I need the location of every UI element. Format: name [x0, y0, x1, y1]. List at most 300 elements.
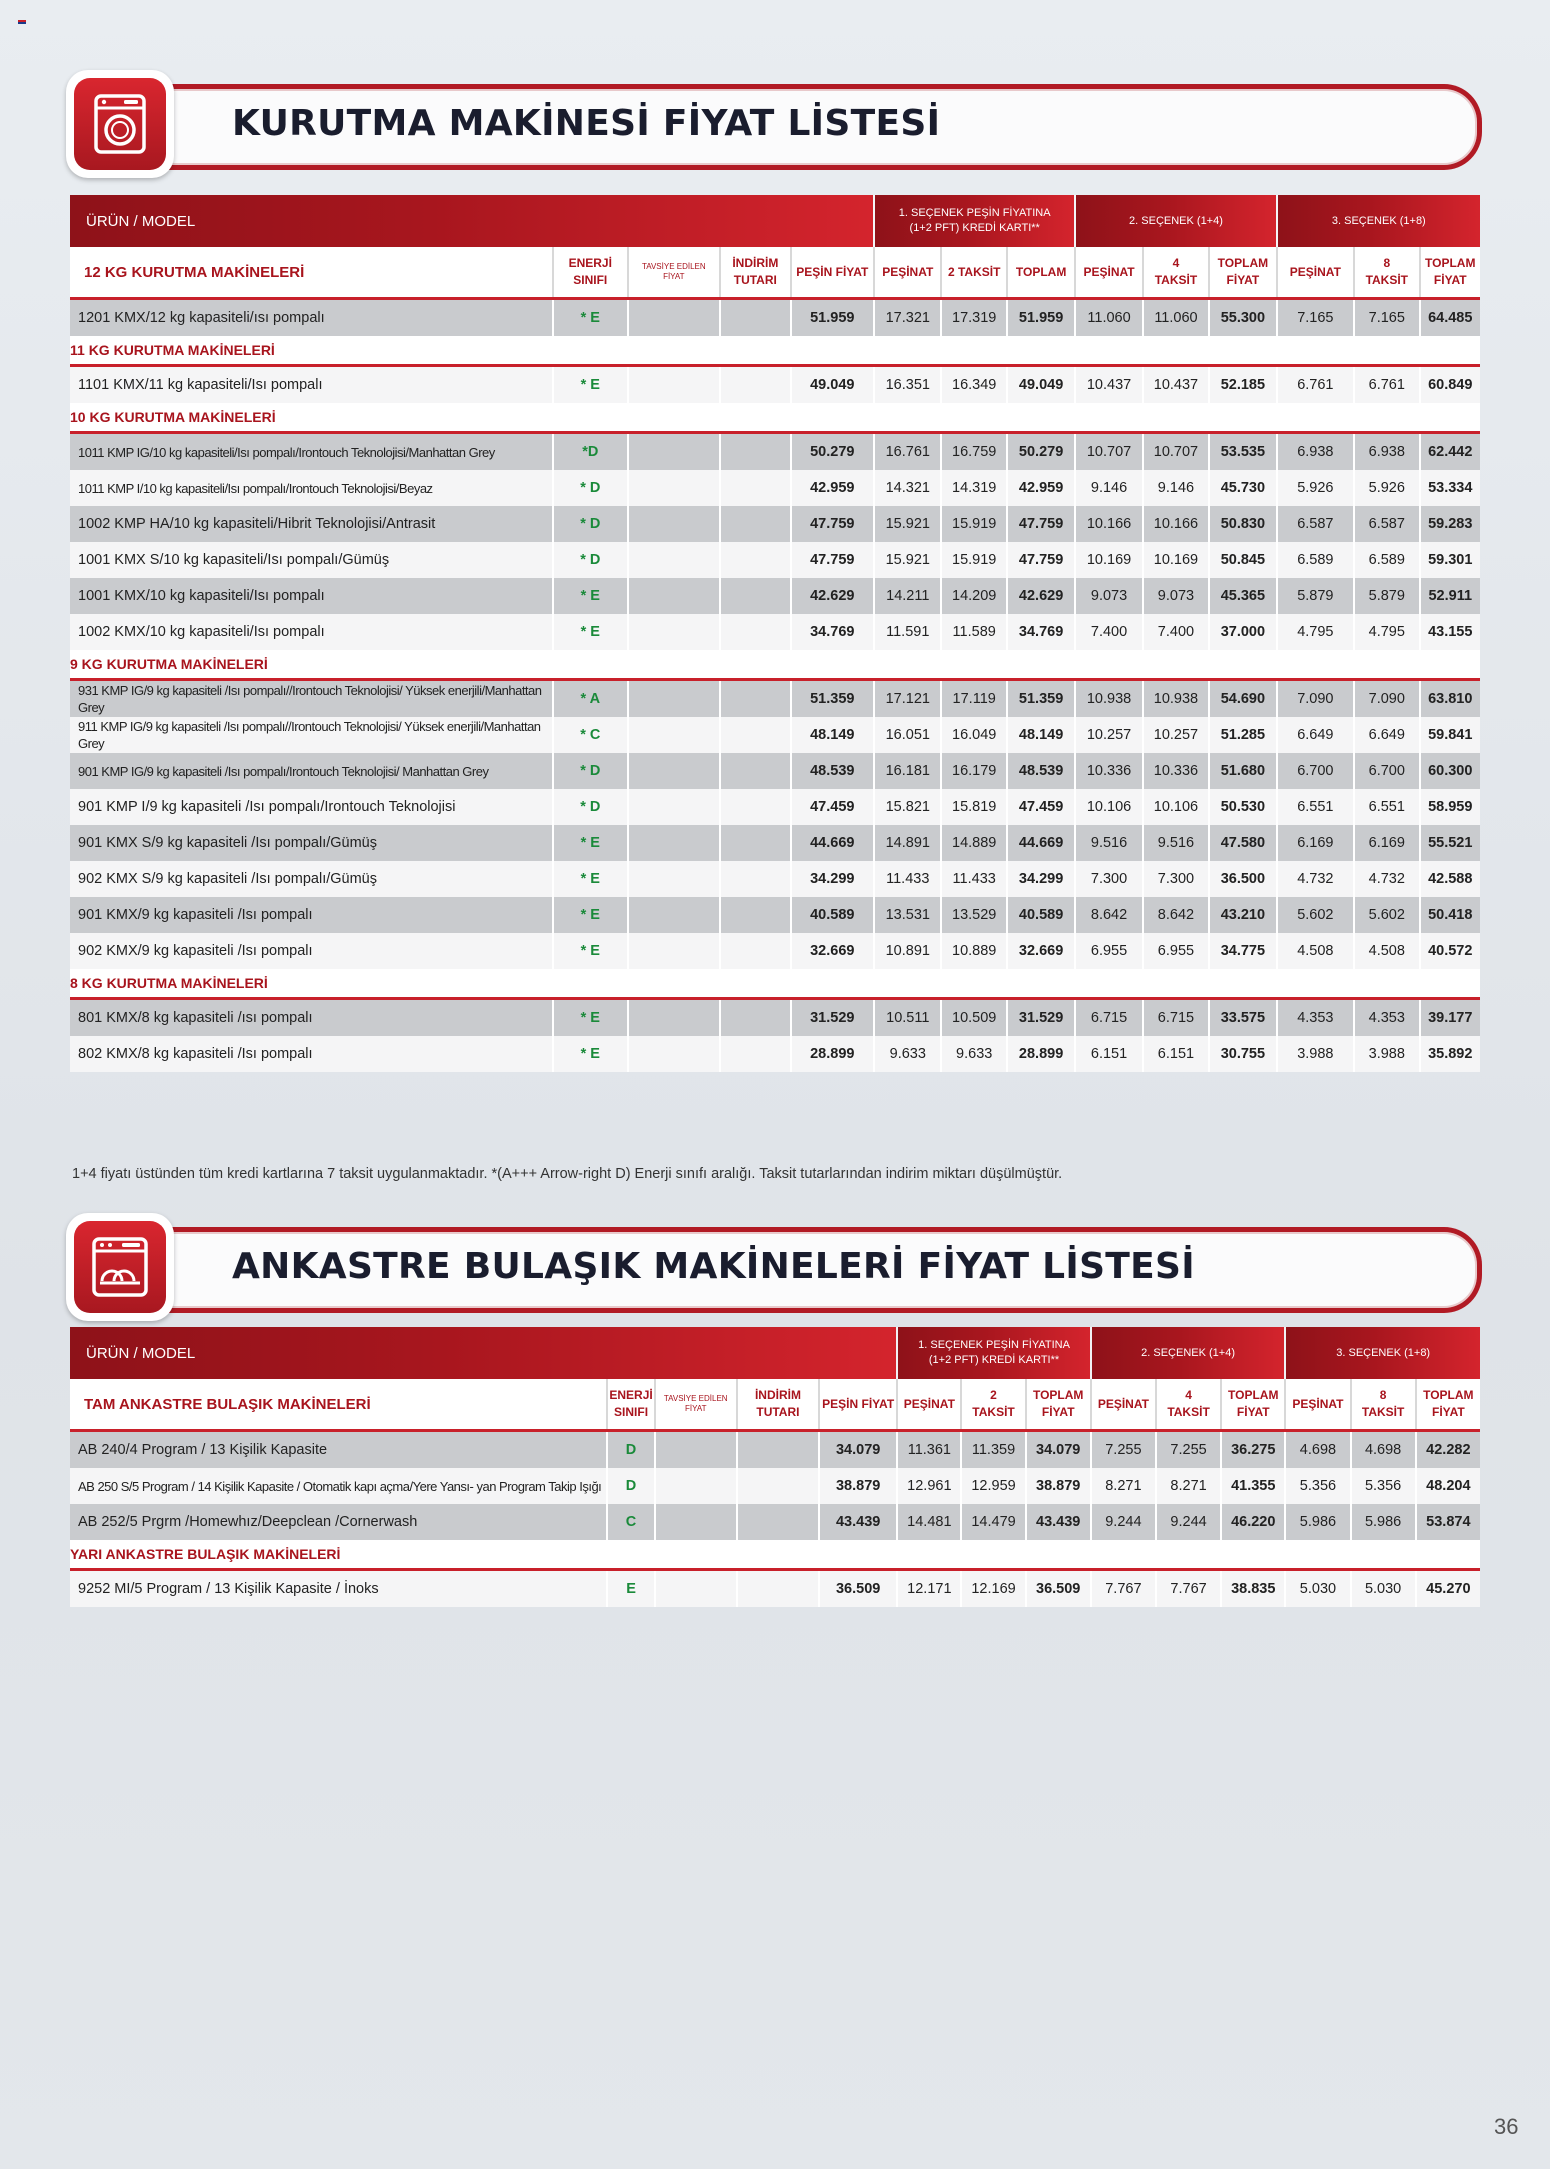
installment-2-cell: 16.759 [941, 433, 1006, 471]
total-3-cell: 50.418 [1420, 897, 1481, 933]
down-payment-1-cell: 12.961 [897, 1468, 961, 1504]
category-row [70, 969, 1480, 999]
down-payment-1-cell: 17.321 [874, 299, 941, 337]
energy-class-header: ENERJİ SINIFI [607, 1379, 654, 1431]
down-payment-2-cell: 7.255 [1091, 1431, 1156, 1469]
total-2-cell: 45.365 [1209, 578, 1276, 614]
total-2-cell: 50.830 [1209, 506, 1276, 542]
energy-class-cell: * E [553, 825, 627, 861]
discount-amount-cell [720, 825, 790, 861]
cash-price-cell: 38.879 [819, 1468, 897, 1504]
down-payment-3-cell: 3.988 [1277, 1036, 1354, 1072]
down-payment-2-cell: 6.715 [1075, 999, 1142, 1037]
installment-2-cell: 17.119 [941, 680, 1006, 718]
discount-amount-cell [737, 1468, 819, 1504]
category-row [70, 1540, 1480, 1570]
cash-price-cell: 31.529 [791, 999, 875, 1037]
discount-amount-cell [720, 366, 790, 404]
total-3-header: TOPLAM FİYAT [1420, 247, 1481, 299]
energy-class-cell: E [607, 1570, 654, 1608]
discount-amount-cell [720, 897, 790, 933]
discount-header: İNDİRİM TUTARI [737, 1379, 819, 1431]
recommended-price-cell [655, 1504, 737, 1540]
down-payment-1-cell: 9.633 [874, 1036, 941, 1072]
down-payment-3-header: PEŞİNAT [1285, 1379, 1350, 1431]
energy-class-cell: * E [553, 578, 627, 614]
down-payment-2-cell: 9.516 [1075, 825, 1142, 861]
dryer-icon [88, 92, 152, 156]
table-row [70, 789, 1480, 825]
discount-amount-cell [720, 299, 790, 337]
discount-amount-cell [720, 470, 790, 506]
discount-amount-cell [720, 578, 790, 614]
total-1-cell: 50.279 [1007, 433, 1075, 471]
down-payment-1-cell: 17.121 [874, 680, 941, 718]
table-row [70, 366, 1480, 404]
category-semi-builtin: YARI ANKASTRE BULAŞIK MAKİNELERİ [70, 1540, 1480, 1570]
down-payment-2-header: PEŞİNAT [1091, 1379, 1156, 1431]
total-3-cell: 45.270 [1416, 1570, 1480, 1608]
down-payment-3-cell: 6.587 [1277, 506, 1354, 542]
total-2-cell: 54.690 [1209, 680, 1276, 718]
energy-class-cell: * E [553, 897, 627, 933]
table-row [70, 578, 1480, 614]
installment-2-cell: 16.049 [941, 717, 1006, 753]
model-header: ÜRÜN / MODEL [70, 1327, 897, 1379]
cash-price-cell: 42.629 [791, 578, 875, 614]
total-1-cell: 36.509 [1026, 1570, 1091, 1608]
energy-class-cell: * D [553, 542, 627, 578]
installment-8-cell: 7.165 [1354, 299, 1419, 337]
cash-price-cell: 34.769 [791, 614, 875, 650]
total-1-cell: 44.669 [1007, 825, 1075, 861]
installment-8-cell: 5.602 [1354, 897, 1419, 933]
installment-4-cell: 8.642 [1143, 897, 1209, 933]
down-payment-3-cell: 6.700 [1277, 753, 1354, 789]
recommended-price-header: TAVSİYE EDİLEN FİYAT [628, 247, 721, 299]
installment-2-header: 2 TAKSİT [961, 1379, 1025, 1431]
model-name-cell: 901 KMP IG/9 kg kapasiteli /Isı pompalı/Irontouch Teknolojisi/ Manhattan Grey [70, 753, 553, 789]
discount-amount-cell [720, 861, 790, 897]
total-2-cell: 52.185 [1209, 366, 1276, 404]
total-1-cell: 51.959 [1007, 299, 1075, 337]
category-12kg: 12 KG KURUTMA MAKİNELERİ [70, 247, 553, 299]
cash-price-cell: 42.959 [791, 470, 875, 506]
total-2-cell: 37.000 [1209, 614, 1276, 650]
model-name-cell: 901 KMP I/9 kg kapasiteli /Isı pompalı/Irontouch Teknolojisi [70, 789, 553, 825]
discount-amount-cell [720, 1036, 790, 1072]
installment-2-cell: 16.179 [941, 753, 1006, 789]
discount-amount-cell [720, 753, 790, 789]
installment-4-cell: 7.400 [1143, 614, 1209, 650]
total-3-cell: 52.911 [1420, 578, 1481, 614]
down-payment-3-cell: 7.090 [1277, 680, 1354, 718]
down-payment-2-cell: 10.437 [1075, 366, 1142, 404]
model-name-cell: 1002 KMP HA/10 kg kapasiteli/Hibrit Teknolojisi/Antrasit [70, 506, 553, 542]
down-payment-2-cell: 6.151 [1075, 1036, 1142, 1072]
installment-4-cell: 11.060 [1143, 299, 1209, 337]
installment-2-cell: 15.819 [941, 789, 1006, 825]
total-3-cell: 42.588 [1420, 861, 1481, 897]
installment-4-cell: 10.437 [1143, 366, 1209, 404]
recommended-price-cell [628, 433, 721, 471]
total-2-cell: 41.355 [1221, 1468, 1285, 1504]
total-3-cell: 43.155 [1420, 614, 1481, 650]
total-2-cell: 34.775 [1209, 933, 1276, 969]
installment-2-cell: 12.169 [961, 1570, 1025, 1608]
energy-class-cell: *D [553, 433, 627, 471]
energy-class-cell: * E [553, 1036, 627, 1072]
total-3-cell: 59.841 [1420, 717, 1481, 753]
total-3-cell: 39.177 [1420, 999, 1481, 1037]
recommended-price-cell [628, 542, 721, 578]
table-row [70, 999, 1480, 1037]
cash-price-cell: 47.459 [791, 789, 875, 825]
down-payment-2-cell: 9.146 [1075, 470, 1142, 506]
total-1-cell: 42.959 [1007, 470, 1075, 506]
cash-price-cell: 51.359 [791, 680, 875, 718]
total-2-cell: 50.530 [1209, 789, 1276, 825]
down-payment-3-cell: 6.551 [1277, 789, 1354, 825]
down-payment-3-cell: 4.508 [1277, 933, 1354, 969]
energy-class-cell: * E [553, 614, 627, 650]
dryer-head-row [70, 195, 1480, 247]
installment-2-cell: 13.529 [941, 897, 1006, 933]
installment-4-header: 4 TAKSİT [1143, 247, 1209, 299]
model-name-cell: 1201 KMX/12 kg kapasiteli/ısı pompalı [70, 299, 553, 337]
down-payment-1-header: PEŞİNAT [897, 1379, 961, 1431]
down-payment-1-cell: 10.891 [874, 933, 941, 969]
table-row [70, 433, 1480, 471]
down-payment-1-cell: 13.531 [874, 897, 941, 933]
down-payment-3-cell: 5.879 [1277, 578, 1354, 614]
total-2-cell: 45.730 [1209, 470, 1276, 506]
recommended-price-cell [628, 366, 721, 404]
down-payment-3-cell: 4.732 [1277, 861, 1354, 897]
discount-amount-cell [720, 933, 790, 969]
installment-8-cell: 5.879 [1354, 578, 1419, 614]
table-row [70, 680, 1480, 718]
total-1-cell: 42.629 [1007, 578, 1075, 614]
installment-2-cell: 17.319 [941, 299, 1006, 337]
installment-4-cell: 6.715 [1143, 999, 1209, 1037]
recommended-price-cell [628, 789, 721, 825]
total-2-cell: 38.835 [1221, 1570, 1285, 1608]
total-1-cell: 47.759 [1007, 506, 1075, 542]
installment-2-cell: 14.479 [961, 1504, 1025, 1540]
installment-8-cell: 3.988 [1354, 1036, 1419, 1072]
dryer-title: KURUTMA MAKİNESİ FİYAT LİSTESİ [232, 103, 941, 144]
dishwasher-title: ANKASTRE BULAŞIK MAKİNELERİ FİYAT LİSTESİ [232, 1246, 1195, 1287]
category-row [70, 650, 1480, 680]
down-payment-2-cell: 9.073 [1075, 578, 1142, 614]
down-payment-3-cell: 6.649 [1277, 717, 1354, 753]
dryer-footnote: 1+4 fiyatı üstünden tüm kredi kartlarına 7 taksit uygulanmaktadır. *(A+++ Arrow-right D) Enerji sınıfı aralığı. Taksit tutarlarından indirim miktarı düşülmüştür. [72, 1166, 1063, 1182]
total-2-cell: 46.220 [1221, 1504, 1285, 1540]
down-payment-2-cell: 7.300 [1075, 861, 1142, 897]
down-payment-2-cell: 7.400 [1075, 614, 1142, 650]
dryer-icon-box [66, 70, 174, 178]
total-1-cell: 49.049 [1007, 366, 1075, 404]
total-3-cell: 42.282 [1416, 1431, 1480, 1469]
model-name-cell: AB 240/4 Program / 13 Kişilik Kapasite [70, 1431, 607, 1469]
page-number: 36 [1494, 2114, 1519, 2139]
dishwasher-title-banner [106, 1227, 1482, 1313]
installment-4-cell: 6.151 [1143, 1036, 1209, 1072]
down-payment-1-cell: 16.181 [874, 753, 941, 789]
total-2-cell: 51.285 [1209, 717, 1276, 753]
model-name-cell: 911 KMP IG/9 kg kapasiteli /Isı pompalı//Irontouch Teknolojisi/ Yüksek enerjili/Manhattan Grey [70, 717, 553, 753]
down-payment-2-cell: 10.106 [1075, 789, 1142, 825]
recommended-price-cell [628, 717, 721, 753]
model-name-cell: 1011 KMP IG/10 kg kapasiteli/Isı pompalı/Irontouch Teknolojisi/Manhattan Grey [70, 433, 553, 471]
installment-2-cell: 15.919 [941, 542, 1006, 578]
total-1-cell: 40.589 [1007, 897, 1075, 933]
down-payment-2-cell: 7.767 [1091, 1570, 1156, 1608]
discount-amount-cell [737, 1570, 819, 1608]
energy-class-header: ENERJİ SINIFI [553, 247, 627, 299]
model-name-cell: 902 KMX S/9 kg kapasiteli /Isı pompalı/Gümüş [70, 861, 553, 897]
energy-class-cell: * E [553, 933, 627, 969]
installment-8-cell: 6.169 [1354, 825, 1419, 861]
down-payment-1-cell: 14.321 [874, 470, 941, 506]
installment-4-cell: 6.955 [1143, 933, 1209, 969]
energy-class-cell: * D [553, 753, 627, 789]
cash-price-cell: 51.959 [791, 299, 875, 337]
option2-header: 2. SEÇENEK (1+4) [1075, 195, 1276, 247]
total-2-header: TOPLAM FİYAT [1209, 247, 1276, 299]
total-2-cell: 43.210 [1209, 897, 1276, 933]
total-2-cell: 36.275 [1221, 1431, 1285, 1469]
model-name-cell: 802 KMX/8 kg kapasiteli /Isı pompalı [70, 1036, 553, 1072]
total-3-header: TOPLAM FİYAT [1416, 1379, 1480, 1431]
category-8kg: 8 KG KURUTMA MAKİNELERİ [70, 969, 1480, 999]
model-name-cell: 1001 KMX/10 kg kapasiteli/Isı pompalı [70, 578, 553, 614]
installment-2-cell: 12.959 [961, 1468, 1025, 1504]
installment-4-cell: 7.255 [1156, 1431, 1221, 1469]
total-1-cell: 34.769 [1007, 614, 1075, 650]
total-2-cell: 36.500 [1209, 861, 1276, 897]
recommended-price-cell [628, 506, 721, 542]
installment-4-cell: 10.938 [1143, 680, 1209, 718]
down-payment-1-cell: 11.433 [874, 861, 941, 897]
model-name-cell: 901 KMX/9 kg kapasiteli /Isı pompalı [70, 897, 553, 933]
dishwasher-icon-box [66, 1213, 174, 1321]
total-2-cell: 51.680 [1209, 753, 1276, 789]
dishwasher-subheader-row [70, 1379, 1480, 1431]
dishwasher-head-row [70, 1327, 1480, 1379]
cash-price-cell: 48.149 [791, 717, 875, 753]
installment-2-cell: 14.319 [941, 470, 1006, 506]
total-1-cell: 34.079 [1026, 1431, 1091, 1469]
recommended-price-cell [628, 933, 721, 969]
installment-8-cell: 6.938 [1354, 433, 1419, 471]
cash-price-cell: 49.049 [791, 366, 875, 404]
down-payment-2-cell: 9.244 [1091, 1504, 1156, 1540]
total-3-cell: 35.892 [1420, 1036, 1481, 1072]
installment-2-cell: 11.433 [941, 861, 1006, 897]
discount-amount-cell [720, 506, 790, 542]
installment-8-cell: 5.030 [1351, 1570, 1416, 1608]
category-row [70, 336, 1480, 366]
down-payment-2-cell: 10.336 [1075, 753, 1142, 789]
down-payment-3-cell: 6.938 [1277, 433, 1354, 471]
energy-class-cell: * D [553, 470, 627, 506]
energy-class-cell: D [607, 1431, 654, 1469]
table-row [70, 717, 1480, 753]
discount-amount-cell [720, 433, 790, 471]
cash-price-cell: 44.669 [791, 825, 875, 861]
option3-header: 3. SEÇENEK (1+8) [1285, 1327, 1480, 1379]
energy-class-cell: D [607, 1468, 654, 1504]
recommended-price-cell [628, 861, 721, 897]
table-row [70, 506, 1480, 542]
total-3-cell: 53.874 [1416, 1504, 1480, 1540]
cash-price-cell: 36.509 [819, 1570, 897, 1608]
installment-2-cell: 10.509 [941, 999, 1006, 1037]
model-name-cell: 1011 KMP I/10 kg kapasiteli/Isı pompalı/Irontouch Teknolojisi/Beyaz [70, 470, 553, 506]
total-2-cell: 50.845 [1209, 542, 1276, 578]
down-payment-3-cell: 6.169 [1277, 825, 1354, 861]
down-payment-3-cell: 5.926 [1277, 470, 1354, 506]
total-3-cell: 48.204 [1416, 1468, 1480, 1504]
dryer-title-banner [106, 84, 1482, 170]
down-payment-3-cell: 4.353 [1277, 999, 1354, 1037]
recommended-price-cell [655, 1468, 737, 1504]
down-payment-2-cell: 10.169 [1075, 542, 1142, 578]
total-2-header: TOPLAM FİYAT [1221, 1379, 1285, 1431]
down-payment-1-cell: 14.891 [874, 825, 941, 861]
recommended-price-cell [628, 470, 721, 506]
total-2-cell: 47.580 [1209, 825, 1276, 861]
cash-price-cell: 34.299 [791, 861, 875, 897]
down-payment-1-cell: 16.351 [874, 366, 941, 404]
installment-4-cell: 10.707 [1143, 433, 1209, 471]
installment-8-cell: 6.589 [1354, 542, 1419, 578]
recommended-price-cell [628, 680, 721, 718]
installment-8-cell: 4.353 [1354, 999, 1419, 1037]
discount-amount-cell [720, 614, 790, 650]
model-name-cell: 901 KMX S/9 kg kapasiteli /Isı pompalı/Gümüş [70, 825, 553, 861]
model-name-cell: AB 250 S/5 Program / 14 Kişilik Kapasite / Otomatik kapı açma/Yere Yansı- yan Program Takip Işığı [70, 1468, 607, 1504]
option2-header: 2. SEÇENEK (1+4) [1091, 1327, 1286, 1379]
down-payment-3-header: PEŞİNAT [1277, 247, 1354, 299]
model-name-cell: 1101 KMX/11 kg kapasiteli/Isı pompalı [70, 366, 553, 404]
installment-8-header: 8 TAKSİT [1351, 1379, 1416, 1431]
installment-4-cell: 8.271 [1156, 1468, 1221, 1504]
energy-class-cell: * E [553, 861, 627, 897]
energy-class-cell: * C [553, 717, 627, 753]
down-payment-1-header: PEŞİNAT [874, 247, 941, 299]
down-payment-3-cell: 5.602 [1277, 897, 1354, 933]
table-row [70, 1504, 1480, 1540]
dryer-price-table [70, 195, 1480, 1072]
cash-price-header: PEŞİN FİYAT [791, 247, 875, 299]
total-3-cell: 53.334 [1420, 470, 1481, 506]
installment-4-cell: 10.257 [1143, 717, 1209, 753]
down-payment-3-cell: 7.165 [1277, 299, 1354, 337]
installment-4-cell: 10.106 [1143, 789, 1209, 825]
installment-4-header: 4 TAKSİT [1156, 1379, 1221, 1431]
cash-price-cell: 32.669 [791, 933, 875, 969]
category-full-builtin: TAM ANKASTRE BULAŞIK MAKİNELERİ [70, 1379, 607, 1431]
total-1-cell: 31.529 [1007, 999, 1075, 1037]
installment-2-cell: 14.209 [941, 578, 1006, 614]
model-name-cell: 1002 KMX/10 kg kapasiteli/Isı pompalı [70, 614, 553, 650]
dryer-section-header [66, 70, 1482, 180]
down-payment-1-cell: 11.361 [897, 1431, 961, 1469]
down-payment-2-cell: 10.707 [1075, 433, 1142, 471]
total-1-cell: 43.439 [1026, 1504, 1091, 1540]
recommended-price-header: TAVSİYE EDİLEN FİYAT [655, 1379, 737, 1431]
dryer-subheader-row [70, 247, 1480, 299]
down-payment-2-cell: 6.955 [1075, 933, 1142, 969]
table-row [70, 897, 1480, 933]
table-row [70, 1570, 1480, 1608]
installment-2-cell: 16.349 [941, 366, 1006, 404]
dishwasher-section-header [66, 1213, 1482, 1323]
model-name-cell: 931 KMP IG/9 kg kapasiteli /Isı pompalı//Irontouch Teknolojisi/ Yüksek enerjili/Manhattan Grey [70, 680, 553, 718]
option1-header: 1. SEÇENEK PEŞİN FİYATINA (1+2 PFT) KREDİ KARTI** [874, 195, 1075, 247]
energy-class-cell: C [607, 1504, 654, 1540]
model-name-cell: 1001 KMX S/10 kg kapasiteli/Isı pompalı/Gümüş [70, 542, 553, 578]
installment-8-cell: 7.090 [1354, 680, 1419, 718]
total-3-cell: 59.283 [1420, 506, 1481, 542]
total-3-cell: 60.300 [1420, 753, 1481, 789]
installment-8-cell: 6.551 [1354, 789, 1419, 825]
installment-8-cell: 5.926 [1354, 470, 1419, 506]
down-payment-2-cell: 11.060 [1075, 299, 1142, 337]
down-payment-1-cell: 12.171 [897, 1570, 961, 1608]
recommended-price-cell [655, 1431, 737, 1469]
total-1-cell: 51.359 [1007, 680, 1075, 718]
installment-8-cell: 5.986 [1351, 1504, 1416, 1540]
total-3-cell: 59.301 [1420, 542, 1481, 578]
table-row [70, 1036, 1480, 1072]
cash-price-cell: 43.439 [819, 1504, 897, 1540]
discount-amount-cell [737, 1504, 819, 1540]
installment-4-cell: 10.169 [1143, 542, 1209, 578]
down-payment-3-cell: 5.030 [1285, 1570, 1350, 1608]
table-row [70, 825, 1480, 861]
down-payment-2-cell: 10.938 [1075, 680, 1142, 718]
installment-4-cell: 9.516 [1143, 825, 1209, 861]
total-1-cell: 48.539 [1007, 753, 1075, 789]
energy-class-cell: * A [553, 680, 627, 718]
table-row [70, 299, 1480, 337]
installment-8-cell: 6.649 [1354, 717, 1419, 753]
installment-8-cell: 4.732 [1354, 861, 1419, 897]
installment-4-cell: 9.244 [1156, 1504, 1221, 1540]
installment-8-cell: 6.700 [1354, 753, 1419, 789]
dishwasher-price-table [70, 1327, 1480, 1607]
cash-price-cell: 47.759 [791, 542, 875, 578]
model-name-cell: 902 KMX/9 kg kapasiteli /Isı pompalı [70, 933, 553, 969]
installment-8-cell: 4.795 [1354, 614, 1419, 650]
recommended-price-cell [628, 999, 721, 1037]
installment-2-cell: 15.919 [941, 506, 1006, 542]
model-name-cell: 801 KMX/8 kg kapasiteli /ısı pompalı [70, 999, 553, 1037]
down-payment-2-cell: 10.257 [1075, 717, 1142, 753]
installment-8-cell: 5.356 [1351, 1468, 1416, 1504]
option1-header: 1. SEÇENEK PEŞİN FİYATINA (1+2 PFT) KREDİ KARTI** [897, 1327, 1091, 1379]
table-row [70, 542, 1480, 578]
total-1-cell: 38.879 [1026, 1468, 1091, 1504]
cash-price-cell: 50.279 [791, 433, 875, 471]
down-payment-1-cell: 16.051 [874, 717, 941, 753]
installment-8-cell: 4.698 [1351, 1431, 1416, 1469]
down-payment-1-cell: 15.921 [874, 506, 941, 542]
